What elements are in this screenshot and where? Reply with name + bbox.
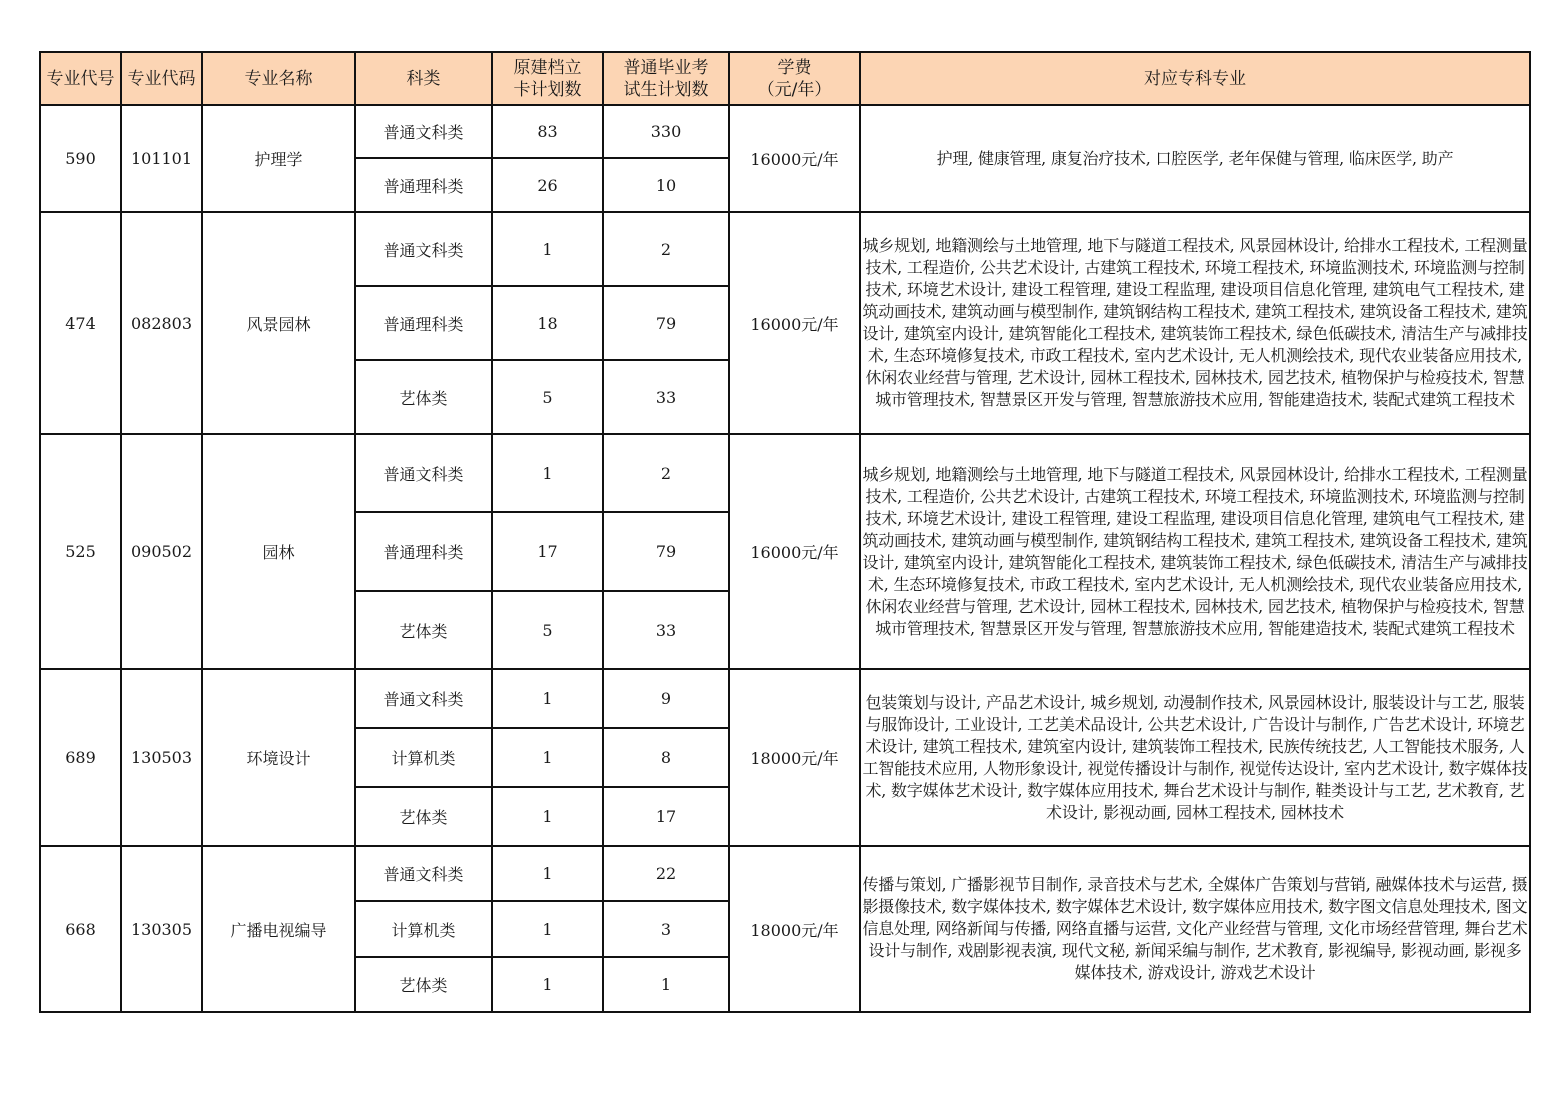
plan-b-cell: 330	[603, 105, 729, 158]
plan-b-cell: 17	[603, 787, 729, 846]
header-row	[40, 52, 1530, 105]
plan-b-cell: 2	[603, 434, 729, 512]
header-plan-b-line1: 普通毕业考	[623, 57, 709, 78]
plan-a-cell: 1	[492, 728, 603, 787]
plan-a-cell: 1	[492, 901, 603, 957]
plan-b-cell: 2	[603, 212, 729, 286]
header-major-code: 专业代码	[121, 52, 202, 105]
plan-b-cell: 3	[603, 901, 729, 957]
header-fee-line1: 学费	[777, 57, 812, 78]
plan-a-cell: 1	[492, 669, 603, 728]
major-code-cell: 130305	[121, 846, 202, 1012]
related-majors-cell: 包装策划与设计, 产品艺术设计, 城乡规划, 动漫制作技术, 风景园林设计, 服装设计与工艺, 服装与服饰设计, 工业设计, 工艺美术品设计, 公共艺术设计, 广告设计与制作, 广告艺术设计, 环境艺术设计, 建筑工程技术, 建筑室内设计, 建筑装饰工程技术, 民族传统技艺, 人工智能技术服务, 人工智能技术应用, 人物形象设计, 视觉传播设计与制作, 视觉传达设计, 室内艺术设计, 数字媒体技术, 数字媒体艺术设计, 数字媒体应用技术, 舞台艺术设计与制作, 鞋类设计与工艺, 艺术教育, 艺术设计, 影视动画, 园林工程技术, 园林技术	[860, 669, 1530, 846]
major-name-cell: 园林	[202, 434, 355, 669]
header-category: 科类	[355, 52, 492, 105]
major-name-cell: 护理学	[202, 105, 355, 212]
plan-a-cell: 26	[492, 158, 603, 212]
header-plan-b-line2: 试生计划数	[623, 79, 709, 100]
major-no-cell: 689	[40, 669, 121, 846]
plan-a-cell: 1	[492, 957, 603, 1012]
plan-b-cell: 9	[603, 669, 729, 728]
plan-a-cell: 1	[492, 212, 603, 286]
major-no-cell: 525	[40, 434, 121, 669]
category-cell: 普通理科类	[355, 158, 492, 212]
plan-a-cell: 5	[492, 360, 603, 434]
fee-cell: 18000元/年	[729, 669, 860, 846]
category-cell: 普通文科类	[355, 669, 492, 728]
header-major-name: 专业名称	[202, 52, 355, 105]
plan-a-cell: 1	[492, 787, 603, 846]
major-code-cell: 090502	[121, 434, 202, 669]
related-majors-cell: 城乡规划, 地籍测绘与土地管理, 地下与隧道工程技术, 风景园林设计, 给排水工程技术, 工程测量技术, 工程造价, 公共艺术设计, 古建筑工程技术, 环境工程技术, 环境监测技术, 环境监测与控制技术, 环境艺术设计, 建设工程管理, 建设工程监理, 建设项目信息化管理, 建筑电气工程技术, 建筑动画技术, 建筑动画与模型制作, 建筑钢结构工程技术, 建筑工程技术, 建筑设备工程技术, 建筑设计, 建筑室内设计, 建筑智能化工程技术, 建筑装饰工程技术, 绿色低碳技术, 清洁生产与减排技术, 生态环境修复技术, 市政工程技术, 室内艺术设计, 无人机测绘技术, 现代农业装备应用技术, 休闲农业经营与管理, 艺术设计, 园林工程技术, 园林技术, 园艺技术, 植物保护与检疫技术, 智慧城市管理技术, 智慧景区开发与管理, 智慧旅游技术应用, 智能建造技术, 装配式建筑工程技术	[860, 212, 1530, 434]
plan-b-cell: 79	[603, 512, 729, 591]
header-plan-a-line1: 原建档立	[513, 57, 582, 78]
category-cell: 普通文科类	[355, 846, 492, 901]
table-row	[40, 212, 1530, 286]
plan-b-cell: 8	[603, 728, 729, 787]
enrollment-plan-table	[39, 51, 1531, 1013]
table-row	[40, 846, 1530, 901]
category-cell: 艺体类	[355, 591, 492, 669]
fee-cell: 16000元/年	[729, 212, 860, 434]
header-fee-line2: （元/年）	[757, 79, 832, 100]
category-cell: 艺体类	[355, 787, 492, 846]
major-name-cell: 广播电视编导	[202, 846, 355, 1012]
plan-b-cell: 79	[603, 286, 729, 360]
major-no-cell: 590	[40, 105, 121, 212]
plan-b-cell: 33	[603, 591, 729, 669]
plan-a-cell: 5	[492, 591, 603, 669]
major-no-cell: 474	[40, 212, 121, 434]
header-major-no: 专业代号	[40, 52, 121, 105]
category-cell: 艺体类	[355, 957, 492, 1012]
header-plan-b	[603, 52, 729, 105]
plan-b-cell: 33	[603, 360, 729, 434]
fee-cell: 16000元/年	[729, 434, 860, 669]
plan-a-cell: 1	[492, 434, 603, 512]
category-cell: 普通文科类	[355, 105, 492, 158]
plan-a-cell: 1	[492, 846, 603, 901]
header-plan-a-line2: 卡计划数	[513, 79, 582, 100]
category-cell: 普通理科类	[355, 286, 492, 360]
plan-b-cell: 22	[603, 846, 729, 901]
plan-a-cell: 83	[492, 105, 603, 158]
fee-cell: 16000元/年	[729, 105, 860, 212]
plan-a-cell: 17	[492, 512, 603, 591]
category-cell: 普通文科类	[355, 212, 492, 286]
category-cell: 艺体类	[355, 360, 492, 434]
category-cell: 普通文科类	[355, 434, 492, 512]
fee-cell: 18000元/年	[729, 846, 860, 1012]
table-row	[40, 434, 1530, 512]
plan-b-cell: 1	[603, 957, 729, 1012]
category-cell: 普通理科类	[355, 512, 492, 591]
plan-a-cell: 18	[492, 286, 603, 360]
header-related-majors: 对应专科专业	[860, 52, 1530, 105]
category-cell: 计算机类	[355, 901, 492, 957]
table-row	[40, 669, 1530, 728]
header-plan-a	[492, 52, 603, 105]
table-row	[40, 105, 1530, 158]
major-name-cell: 风景园林	[202, 212, 355, 434]
major-name-cell: 环境设计	[202, 669, 355, 846]
major-code-cell: 101101	[121, 105, 202, 212]
category-cell: 计算机类	[355, 728, 492, 787]
related-majors-cell: 传播与策划, 广播影视节目制作, 录音技术与艺术, 全媒体广告策划与营销, 融媒体技术与运营, 摄影摄像技术, 数字媒体技术, 数字媒体艺术设计, 数字媒体应用技术, 数字图文信息处理技术, 图文信息处理, 网络新闻与传播, 网络直播与运营, 文化产业经营与管理, 文化市场经营管理, 舞台艺术设计与制作, 戏剧影视表演, 现代文秘, 新闻采编与制作, 艺术教育, 影视编导, 影视动画, 影视多媒体技术, 游戏设计, 游戏艺术设计	[860, 846, 1530, 1012]
major-no-cell: 668	[40, 846, 121, 1012]
related-majors-cell: 护理, 健康管理, 康复治疗技术, 口腔医学, 老年保健与管理, 临床医学, 助产	[860, 105, 1530, 212]
major-code-cell: 082803	[121, 212, 202, 434]
header-fee	[729, 52, 860, 105]
related-majors-cell: 城乡规划, 地籍测绘与土地管理, 地下与隧道工程技术, 风景园林设计, 给排水工程技术, 工程测量技术, 工程造价, 公共艺术设计, 古建筑工程技术, 环境工程技术, 环境监测技术, 环境监测与控制技术, 环境艺术设计, 建设工程管理, 建设工程监理, 建设项目信息化管理, 建筑电气工程技术, 建筑动画技术, 建筑动画与模型制作, 建筑钢结构工程技术, 建筑工程技术, 建筑设备工程技术, 建筑设计, 建筑室内设计, 建筑智能化工程技术, 建筑装饰工程技术, 绿色低碳技术, 清洁生产与减排技术, 生态环境修复技术, 市政工程技术, 室内艺术设计, 无人机测绘技术, 现代农业装备应用技术, 休闲农业经营与管理, 艺术设计, 园林工程技术, 园林技术, 园艺技术, 植物保护与检疫技术, 智慧城市管理技术, 智慧景区开发与管理, 智慧旅游技术应用, 智能建造技术, 装配式建筑工程技术	[860, 434, 1530, 669]
major-code-cell: 130503	[121, 669, 202, 846]
plan-b-cell: 10	[603, 158, 729, 212]
